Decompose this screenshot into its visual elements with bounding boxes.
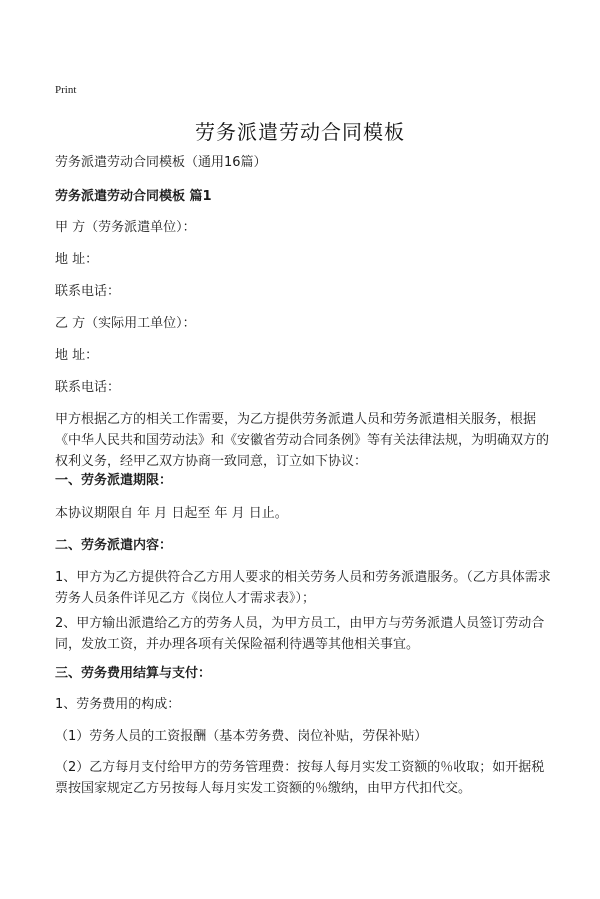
party-a-address: 地 址： (55, 252, 99, 267)
section-heading: 劳务派遣劳动合同模板 篇1 (55, 189, 212, 204)
section-3-paragraph-3: （2）乙方每月支付给甲方的劳务管理费：按每人每月实发工资额的％收取；如开据税票按国家规定乙方另按每人每月实发工资额的％缴纳，由甲方代扣代交。 (55, 760, 545, 796)
party-b-address: 地 址： (55, 348, 99, 363)
intro-paragraph: 甲方根据乙方的相关工作需要，为乙方提供劳务派遣人员和劳务派遣相关服务，根据《中华人民共和国劳动法》和《安徽省劳动合同条例》等有关法律法规，为明确双方的权利义务，经甲乙双方协商一致同意，订立如下协议： (55, 412, 550, 469)
section-1-heading: 一、劳务派遣期限： (55, 473, 173, 488)
party-b-phone: 联系电话： (55, 380, 121, 395)
party-a-phone: 联系电话： (55, 284, 121, 299)
section-3-paragraph-1: 1、劳务费用的构成： (55, 697, 181, 712)
section-2-paragraph-1: 1、甲方为乙方提供符合乙方用人要求的相关劳务人员和劳务派遣服务。（乙方具体需求劳务人员条件详见乙方《岗位人才需求表》）； (55, 570, 551, 606)
section-2-heading: 二、劳务派遣内容： (55, 538, 173, 553)
print-label: Print (55, 84, 77, 96)
section-2-paragraph-2: 2、甲方输出派遣给乙方的劳务人员，为甲方员工，由甲方与劳务派遣人员签订劳动合同，发放工资，并办理各项有关保险福利待遇等其他相关事宜。 (55, 616, 545, 652)
section-1-text: 本协议期限自 年 月 日起至 年 月 日止。 (55, 506, 288, 521)
section-3-heading: 三、劳务费用结算与支付： (55, 666, 212, 681)
party-b-label: 乙 方（实际用工单位）： (55, 316, 196, 331)
party-a-label: 甲 方（劳务派遣单位）： (55, 220, 196, 235)
document-subtitle: 劳务派遣劳动合同模板（通用16篇） (55, 155, 267, 170)
document-title: 劳务派遣劳动合同模板 (195, 120, 405, 144)
section-3-paragraph-2: （1）劳务人员的工资报酬（基本劳务费、岗位补贴，劳保补贴） (55, 729, 428, 744)
